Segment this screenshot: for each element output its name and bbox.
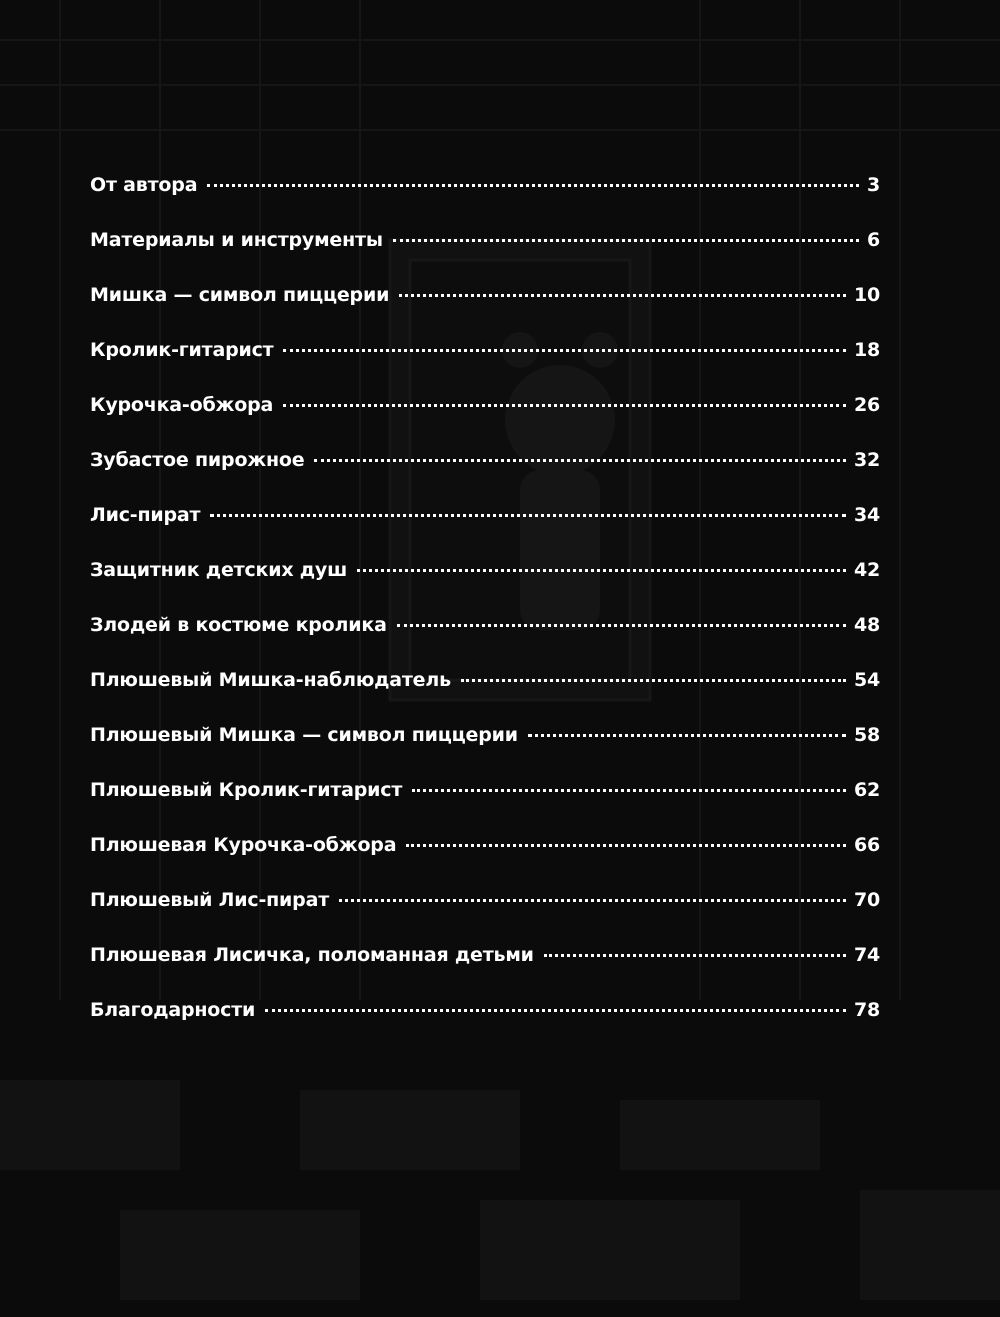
toc-entry-page-number: 58: [853, 724, 880, 746]
toc-entry-title: Злодей в костюме кролика: [90, 614, 387, 636]
toc-entry-title: Курочка-обжора: [90, 394, 274, 416]
table-of-contents: [90, 174, 880, 1054]
dot-leader: [207, 184, 859, 187]
dot-leader: [461, 679, 846, 682]
dot-leader: [406, 844, 846, 847]
toc-entry[interactable]: [90, 944, 880, 999]
toc-entry-page-number: 74: [853, 944, 880, 966]
toc-entry-page-number: 42: [853, 559, 880, 581]
toc-entry-title: От автора: [90, 174, 198, 196]
toc-entry[interactable]: [90, 394, 880, 449]
toc-entry-page-number: 62: [853, 779, 880, 801]
toc-entry-title: Зубастое пирожное: [90, 449, 305, 471]
toc-entry-page-number: 6: [866, 229, 880, 251]
toc-entry-title: Плюшевая Лисичка, поломанная детьми: [90, 944, 534, 966]
toc-entry[interactable]: [90, 724, 880, 779]
toc-entry-page-number: 18: [853, 339, 880, 361]
toc-entry-page-number: 48: [853, 614, 880, 636]
toc-entry[interactable]: [90, 504, 880, 559]
toc-entry[interactable]: [90, 834, 880, 889]
dot-leader: [412, 789, 846, 792]
toc-entry-page-number: 70: [853, 889, 880, 911]
dot-leader: [397, 624, 846, 627]
toc-entry-title: Кролик-гитарист: [90, 339, 274, 361]
toc-entry[interactable]: [90, 669, 880, 724]
toc-entry[interactable]: [90, 779, 880, 834]
toc-entry[interactable]: [90, 559, 880, 614]
toc-entry-page-number: 10: [853, 284, 880, 306]
dot-leader: [339, 899, 846, 902]
toc-entry-title: Плюшевый Кролик-гитарист: [90, 779, 403, 801]
toc-entry-page-number: 26: [853, 394, 880, 416]
toc-entry-title: Защитник детских душ: [90, 559, 348, 581]
dot-leader: [544, 954, 846, 957]
toc-entry-page-number: 34: [853, 504, 880, 526]
toc-entry[interactable]: [90, 889, 880, 944]
toc-entry-title: Плюшевый Мишка — символ пиццерии: [90, 724, 518, 746]
toc-entry-title: Плюшевая Курочка-обжора: [90, 834, 397, 856]
toc-entry-title: Лис-пират: [90, 504, 201, 526]
dot-leader: [399, 294, 846, 297]
toc-entry[interactable]: [90, 284, 880, 339]
toc-entry[interactable]: [90, 339, 880, 394]
dot-leader: [283, 349, 845, 352]
toc-entry[interactable]: [90, 999, 880, 1054]
toc-entry[interactable]: [90, 614, 880, 669]
toc-entry-title: Плюшевый Лис-пират: [90, 889, 330, 911]
toc-entry-title: Плюшевый Мишка-наблюдатель: [90, 669, 451, 691]
dot-leader: [265, 1009, 846, 1012]
dot-leader: [210, 514, 846, 517]
dot-leader: [357, 569, 846, 572]
dot-leader: [283, 404, 846, 407]
toc-entry[interactable]: [90, 449, 880, 504]
toc-entry-page-number: 3: [866, 174, 880, 196]
toc-entry-page-number: 54: [853, 669, 880, 691]
dot-leader: [393, 239, 859, 242]
toc-entry-title: Мишка — символ пиццерии: [90, 284, 390, 306]
toc-entry-page-number: 78: [853, 999, 880, 1021]
toc-entry-title: Благодарности: [90, 999, 256, 1021]
toc-entry[interactable]: [90, 174, 880, 229]
toc-entry-page-number: 66: [853, 834, 880, 856]
toc-entry-page-number: 32: [853, 449, 880, 471]
dot-leader: [528, 734, 846, 737]
toc-entry-title: Материалы и инструменты: [90, 229, 383, 251]
toc-entry[interactable]: [90, 229, 880, 284]
dot-leader: [314, 459, 845, 462]
